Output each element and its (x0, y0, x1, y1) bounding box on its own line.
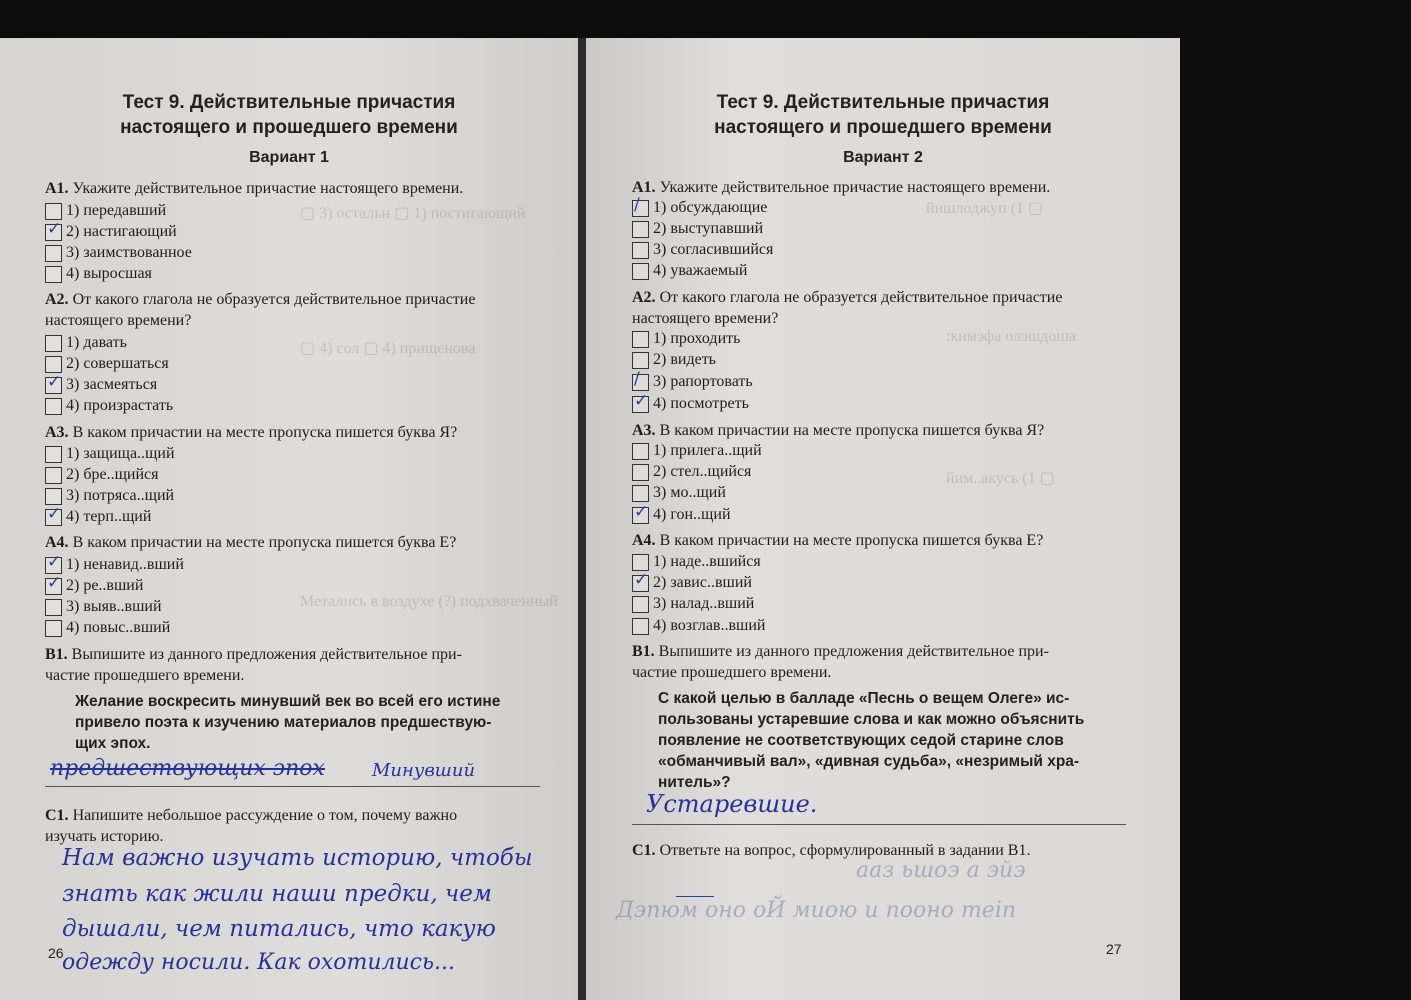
checkbox-checked[interactable] (45, 218, 62, 241)
answer-option[interactable] (632, 219, 763, 239)
option-label: 4) посмотреть (653, 395, 749, 412)
option-label: 2) стел..щийся (653, 463, 752, 480)
question-c1-cont: изучать историю. (45, 828, 164, 845)
checkbox-checked[interactable] (632, 501, 649, 524)
answer-option[interactable] (45, 597, 162, 617)
option-label: 1) давать (66, 334, 127, 351)
question-a1 (632, 177, 1050, 198)
checkmark-icon: ✓ (47, 503, 62, 524)
checkbox-checked[interactable] (632, 368, 649, 391)
checkbox-checked[interactable] (45, 572, 62, 595)
checkmark-icon: ✓ (47, 371, 62, 392)
answer-option[interactable] (45, 218, 177, 242)
checkbox[interactable] (632, 331, 649, 348)
handwritten-answer-b1-extra: Минувший (372, 760, 476, 781)
option-label: 2) видеть (653, 351, 716, 368)
question-a3 (45, 422, 457, 443)
option-label: 2) бре..щийся (66, 466, 159, 483)
question-text: Укажите действительное причастие настоящего времени. (72, 180, 464, 197)
question-number: А3. (632, 422, 656, 439)
question-number: А3. (45, 424, 69, 441)
page-number: 27 (1106, 941, 1122, 957)
question-text: В каком причастии на месте пропуска пишется буква Я? (72, 424, 458, 441)
checkbox[interactable] (632, 242, 649, 259)
question-text: В каком причастии на месте пропуска пишется буква Я? (659, 422, 1045, 439)
checkbox[interactable] (632, 464, 649, 481)
option-label: 3) потряса..щий (66, 487, 175, 504)
page-number: 26 (48, 945, 64, 961)
passage-line: Желание воскресить минувший век во всей его истине (75, 693, 501, 710)
checkbox[interactable] (45, 620, 62, 637)
answer-option[interactable] (632, 616, 765, 636)
option-label: 2) ре..вший (66, 577, 144, 594)
question-text: Ответьте на вопрос, сформулированный в задании В1. (659, 842, 1031, 859)
option-label: 2) совершаться (66, 355, 169, 372)
answer-option[interactable] (632, 594, 754, 614)
passage-line: появление не соответствующих седой старине слов (658, 732, 1064, 749)
bleed-through-text: йим..акусь (1 ▢ (946, 470, 1055, 487)
question-a3 (632, 420, 1044, 441)
option-label: 1) обсуждающие (653, 199, 768, 216)
checkbox[interactable] (45, 467, 62, 484)
answer-option[interactable] (632, 390, 749, 414)
question-text: В каком причастии на месте пропуска пишется буква Е? (72, 534, 457, 551)
option-label: 3) налад..вший (653, 595, 755, 612)
option-label: 4) уважаемый (653, 262, 748, 279)
workbook-page-right (586, 38, 1180, 1000)
checkmark-icon: ✓ (634, 390, 649, 411)
answer-option[interactable] (632, 194, 768, 218)
handwritten-essay-line: дышали, чем питались, что какую (62, 916, 496, 942)
answer-option[interactable] (45, 503, 152, 527)
answer-option[interactable] (632, 329, 740, 349)
option-label: 1) защища..щий (66, 445, 175, 462)
checkbox[interactable] (45, 599, 62, 616)
question-number: А1. (632, 179, 656, 196)
question-number: А2. (45, 291, 69, 308)
question-a4 (632, 530, 1043, 551)
checkmark-icon: ✓ (47, 218, 62, 239)
option-label: 2) завис..вший (653, 574, 752, 591)
checkbox-checked[interactable] (632, 390, 649, 413)
answer-option[interactable] (632, 240, 773, 260)
answer-option[interactable] (632, 462, 751, 482)
handwritten-answer-b1: предшествующих эпох (50, 756, 325, 781)
answer-option[interactable] (45, 486, 174, 506)
answer-option[interactable] (632, 261, 747, 281)
checkbox[interactable] (45, 488, 62, 505)
answer-option[interactable] (632, 501, 731, 525)
answer-option[interactable] (45, 333, 127, 353)
handwritten-essay-line: Нам важно изучать историю, чтобы (62, 845, 533, 871)
checkbox[interactable] (45, 335, 62, 352)
checkbox-checked[interactable] (45, 371, 62, 394)
answer-option[interactable] (632, 483, 726, 503)
question-number: В1. (632, 643, 655, 660)
question-a2 (45, 289, 475, 310)
question-number: А2. (632, 289, 656, 306)
checkbox[interactable] (632, 596, 649, 613)
passage-line: щих эпох. (75, 735, 151, 752)
answer-option[interactable] (45, 444, 175, 464)
checkbox[interactable] (45, 266, 62, 283)
bleed-through-text: Метались в воздухе (?) подхваченный (300, 593, 558, 610)
bleed-through-handwriting: ааз ьшоэ а эйэ (856, 858, 1026, 883)
question-a2-cont: настоящего времени? (632, 310, 779, 327)
passage-line: нитель»? (658, 774, 731, 791)
option-label: 2) выступавший (653, 220, 764, 237)
checkmark-icon: / (634, 368, 640, 389)
question-text: От какого глагола не образуется действительное причастие (659, 289, 1063, 306)
checkbox[interactable] (45, 446, 62, 463)
checkbox-checked[interactable] (632, 569, 649, 592)
page-title-line1: Тест 9. Действительные причастия (122, 92, 456, 113)
question-number: А4. (45, 534, 69, 551)
answer-option[interactable] (45, 354, 169, 374)
checkbox-checked[interactable] (632, 194, 649, 217)
question-b1 (632, 641, 1049, 662)
page-title-line1: Тест 9. Действительные причастия (716, 92, 1050, 113)
checkbox-checked[interactable] (45, 503, 62, 526)
checkbox[interactable] (632, 443, 649, 460)
question-c1 (45, 805, 457, 826)
answer-line (632, 824, 1126, 825)
page-title-line2: настоящего и прошедшего времени (714, 117, 1052, 138)
passage-line: С какой целью в балладе «Песнь о вещем Олеге» ис- (658, 690, 1070, 707)
checkbox[interactable] (45, 398, 62, 415)
checkmark-icon: ✓ (47, 572, 62, 593)
checkmark-icon: ✓ (47, 551, 62, 572)
option-label: 3) мо..щий (653, 484, 726, 501)
question-b1-cont: частие прошедшего времени. (45, 667, 245, 684)
question-c1 (632, 840, 1030, 861)
question-number: В1. (45, 646, 68, 663)
handwritten-answer-b1: Устаревшие. (646, 790, 818, 818)
option-label: 4) возглав..вший (653, 617, 766, 634)
question-text: Выпишите из данного предложения действительное при- (658, 643, 1049, 660)
question-number: А1. (45, 180, 69, 197)
checkbox[interactable] (45, 356, 62, 373)
answer-option[interactable] (632, 569, 752, 593)
question-b1 (45, 644, 462, 665)
answer-option[interactable] (632, 350, 716, 370)
option-label: 1) передавший (66, 202, 167, 219)
checkbox[interactable] (45, 245, 62, 262)
variant-label: Вариант 2 (843, 149, 923, 166)
answer-option[interactable] (632, 552, 761, 572)
option-label: 2) настигающий (66, 223, 177, 240)
bleed-through-text: йишлоджуп (1 ▢ (926, 200, 1044, 217)
handwritten-essay-line: знать как жили наши предки, чем (62, 881, 492, 907)
passage-line: привело поэта к изучению материалов предшествую- (75, 714, 492, 731)
option-label: 4) выросшая (66, 265, 152, 282)
question-number: С1. (632, 842, 656, 859)
answer-option[interactable] (45, 396, 173, 416)
answer-option[interactable] (45, 264, 152, 284)
page-title-line2: настоящего и прошедшего времени (120, 117, 458, 138)
question-a4 (45, 532, 456, 553)
question-text: Напишите небольшое рассуждение о том, почему важно (72, 807, 458, 824)
question-number: С1. (45, 807, 69, 824)
bleed-through-text: ▢ 4) сол ▢ 4) прищенова (300, 340, 476, 357)
passage-line: «обманчивый вал», «дивная судьба», «незримый хра- (658, 753, 1080, 770)
question-b1-cont: частие прошедшего времени. (632, 664, 832, 681)
book-spine (578, 38, 586, 1000)
answer-option[interactable] (45, 551, 184, 575)
question-text: Выпишите из данного предложения действительное при- (71, 646, 462, 663)
answer-option[interactable] (45, 371, 158, 395)
checkbox[interactable] (632, 352, 649, 369)
option-label: 4) повыс..вший (66, 619, 171, 636)
handwritten-essay-line: одежду носили. Как охотились... (62, 950, 455, 975)
checkbox[interactable] (45, 203, 62, 220)
answer-option[interactable] (632, 441, 762, 461)
question-text: Укажите действительное причастие настоящего времени. (659, 179, 1051, 196)
pen-stroke (676, 896, 714, 897)
checkbox[interactable] (632, 618, 649, 635)
answer-line (45, 786, 540, 787)
option-label: 3) засмеяться (66, 376, 158, 393)
option-label: 3) рапортовать (653, 373, 753, 390)
answer-option[interactable] (632, 368, 753, 392)
question-text: От какого глагола не образуется действительное причастие (72, 291, 476, 308)
checkbox[interactable] (632, 263, 649, 280)
bleed-through-text: :кимэфа олэшдоша (946, 328, 1076, 345)
answer-option[interactable] (45, 243, 192, 263)
option-label: 1) проходить (653, 330, 741, 347)
question-a2-cont: настоящего времени? (45, 312, 192, 329)
answer-option[interactable] (45, 465, 158, 485)
option-label: 3) заимствованное (66, 244, 192, 261)
option-label: 1) наде..вшийся (653, 553, 761, 570)
option-label: 1) прилега..щий (653, 442, 762, 459)
checkmark-icon: / (634, 194, 640, 215)
checkmark-icon: ✓ (634, 501, 649, 522)
question-a1 (45, 178, 463, 199)
variant-label: Вариант 1 (249, 149, 329, 166)
question-number: А4. (632, 532, 656, 549)
checkbox[interactable] (632, 485, 649, 502)
option-label: 1) ненавид..вший (66, 556, 184, 573)
answer-option[interactable] (45, 201, 166, 221)
option-label: 3) согласившийся (653, 241, 774, 258)
answer-option[interactable] (45, 618, 170, 638)
question-a2 (632, 287, 1062, 308)
workbook-page-left (0, 38, 578, 1000)
bleed-through-text: ▢ 3) остальн ▢ 1) постигающий (300, 205, 526, 222)
answer-option[interactable] (45, 572, 144, 596)
option-label: 3) выяв..вший (66, 598, 162, 615)
bleed-through-handwriting: Дэпюм оно оЙ миою и пооно mein (616, 898, 1017, 923)
checkmark-icon: ✓ (634, 569, 649, 590)
checkbox[interactable] (632, 221, 649, 238)
option-label: 4) гон..щий (653, 506, 731, 523)
option-label: 4) терп..щий (66, 508, 152, 525)
checkbox[interactable] (632, 554, 649, 571)
passage-line: пользованы устаревшие слова и как можно объяснить (658, 711, 1085, 728)
option-label: 4) произрастать (66, 397, 174, 414)
checkbox-checked[interactable] (45, 551, 62, 574)
question-text: В каком причастии на месте пропуска пишется буква Е? (659, 532, 1044, 549)
